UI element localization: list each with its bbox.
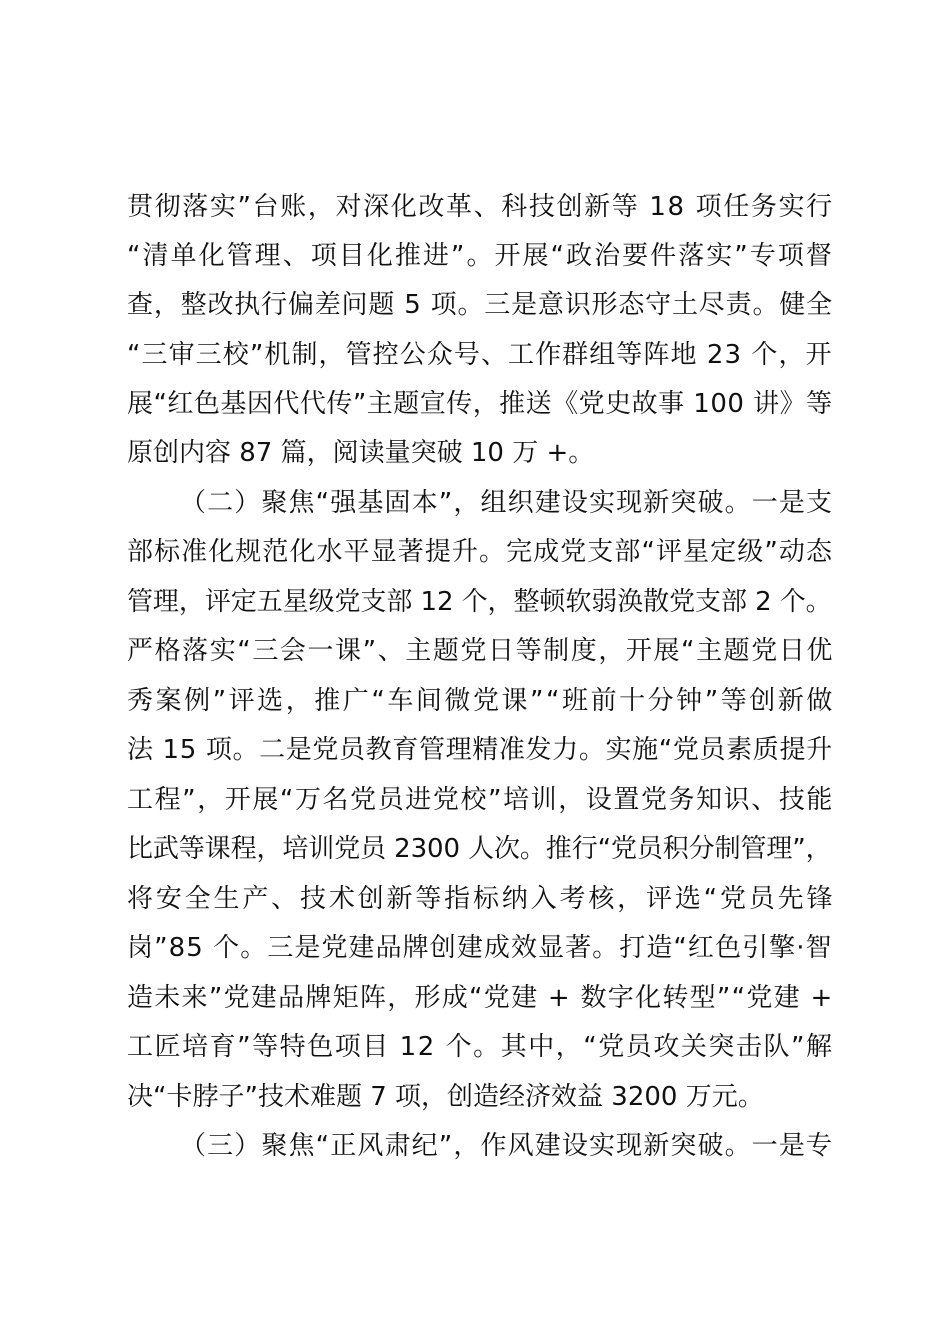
paragraph-1-line-4: “三审三校”机制，管控公众号、工作群组等阵地 23 个，开: [127, 340, 833, 370]
paragraph-1-line-6: 原创内容 87 篇，阅读量突破 10 万 +。: [127, 438, 595, 468]
paragraph-1-line-2: “清单化管理、项目化推进”。开展“政治要件落实”专项督: [127, 241, 834, 271]
paragraph-2-line-6: 法 15 项。二是党员教育管理精准发力。实施“党员素质提升: [127, 735, 833, 765]
paragraph-3-line-1: （三）聚焦“正风肃纪”，作风建设实现新突破。一是专: [180, 1131, 834, 1161]
paragraph-2-line-13: 决“卡脖子”技术难题 7 项，创造经济效益 3200 万元。: [127, 1082, 764, 1112]
paragraph-2-line-2: 部标准化规范化水平显著提升。完成党支部“评星定级”动态: [127, 537, 834, 567]
paragraph-2-line-10: 岗”85 个。三是党建品牌创建成效显著。打造“红色引擎·智: [127, 933, 833, 963]
paragraph-2-line-1: （二）聚焦“强基固本”，组织建设实现新突破。一是支: [180, 488, 834, 518]
paragraph-2-line-3: 管理，评定五星级党支部 12 个，整顿软弱涣散党支部 2 个。: [127, 587, 832, 617]
paragraph-1-line-1: 贯彻落实”台账，对深化改革、科技创新等 18 项任务实行: [127, 192, 834, 222]
paragraph-2-line-5: 秀案例”评选，推广“车间微党课”“班前十分钟”等创新做: [127, 686, 835, 716]
paragraph-2-line-8: 比武等课程，培训党员 2300 人次。推行“党员积分制管理”，: [127, 834, 832, 864]
paragraph-2-line-7: 工程”，开展“万名党员进党校”培训，设置党务知识、技能: [127, 785, 834, 815]
paragraph-2-line-11: 造未来”党建品牌矩阵，形成“党建 + 数字化转型”“党建 +: [127, 983, 834, 1013]
paragraph-2-line-9: 将安全生产、技术创新等指标纳入考核，评选“党员先锋: [127, 884, 836, 914]
paragraph-1-line-5: 展“红色基因代代传”主题宣传，推送《党史故事 100 讲》等: [127, 389, 833, 419]
paragraph-2-line-4: 严格落实“三会一课”、主题党日等制度，开展“主题党日优: [127, 636, 834, 666]
paragraph-1-line-3: 查，整改执行偏差问题 5 项。三是意识形态守土尽责。健全: [127, 290, 833, 320]
paragraph-2-line-12: 工匠培育”等特色项目 12 个。其中，“党员攻关突击队”解: [127, 1032, 834, 1062]
